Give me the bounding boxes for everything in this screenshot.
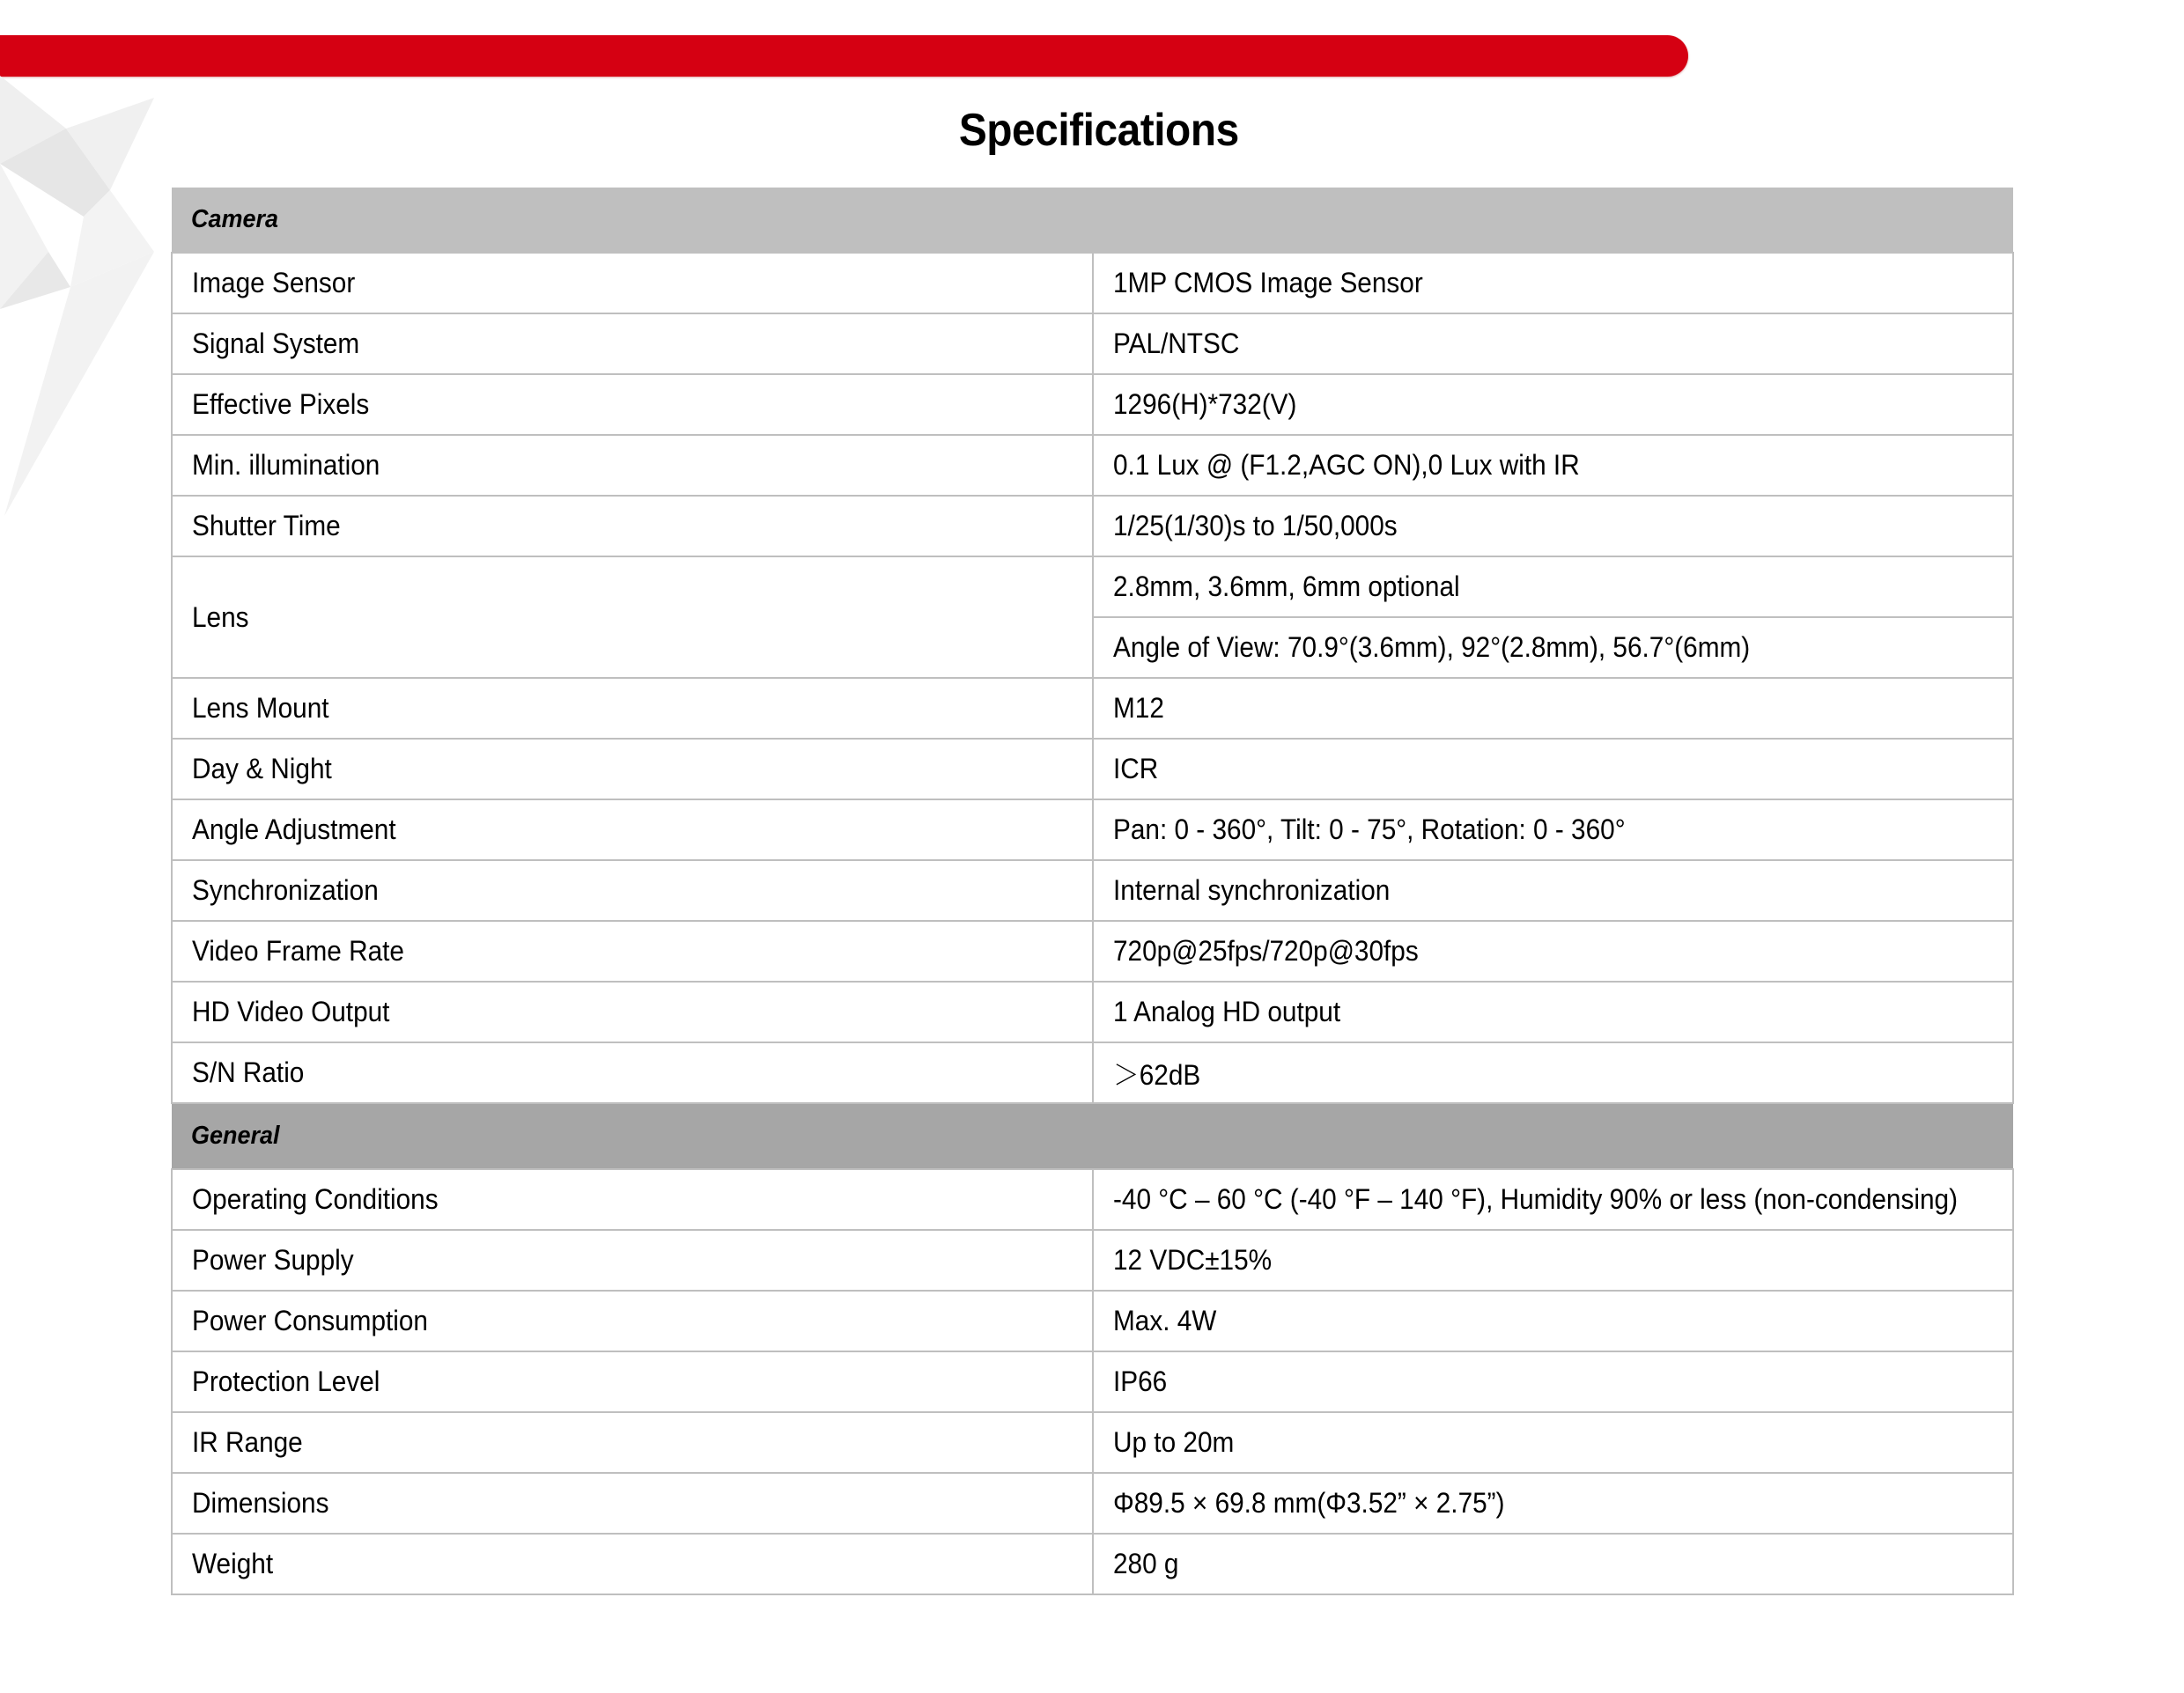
spec-value <box>1093 313 2014 374</box>
table-row <box>172 1351 2013 1412</box>
section-title-text: General <box>191 1122 280 1150</box>
table-row <box>172 860 2013 921</box>
spec-label <box>172 253 1093 313</box>
spec-value-text: 280 g <box>1112 1548 1178 1579</box>
spec-label-text: HD Video Output <box>192 996 390 1027</box>
spec-value-text: PAL/NTSC <box>1112 328 1239 359</box>
spec-value-text: 2.8mm, 3.6mm, 6mm optional <box>1112 570 1460 602</box>
table-row <box>172 921 2013 982</box>
spec-value-text: Pan: 0 - 360°, Tilt: 0 - 75°, Rotation: 0 - 360° <box>1112 813 1626 845</box>
spec-label <box>172 678 1093 739</box>
spec-label-text: Power Supply <box>192 1244 354 1276</box>
spec-value-text: Up to 20m <box>1112 1426 1234 1458</box>
table-row <box>172 799 2013 860</box>
spec-value-text: Internal synchronization <box>1112 874 1390 906</box>
spec-value <box>1093 799 2014 860</box>
spec-value-text: 12 VDC±15% <box>1112 1244 1272 1276</box>
spec-label <box>172 313 1093 374</box>
section-title <box>172 1103 2013 1169</box>
spec-label <box>172 982 1093 1042</box>
spec-label <box>172 1351 1093 1412</box>
spec-label-text: Lens <box>192 600 249 633</box>
spec-value-text: 1 Analog HD output <box>1112 996 1340 1027</box>
header-accent-bar <box>0 35 1688 77</box>
section-header-general <box>172 1103 2013 1169</box>
spec-value <box>1093 1230 2014 1291</box>
spec-value-text: ICR <box>1112 753 1158 784</box>
spec-value <box>1093 1534 2014 1594</box>
table-row <box>172 1291 2013 1351</box>
spec-value <box>1093 435 2014 496</box>
table-row <box>172 556 2013 617</box>
spec-label <box>172 556 1093 678</box>
spec-value-text: M12 <box>1112 692 1164 724</box>
spec-label-text: Shutter Time <box>192 510 341 541</box>
spec-value <box>1093 1169 2014 1230</box>
table-row <box>172 1412 2013 1473</box>
spec-value-text: 0.1 Lux @ (F1.2,AGC ON),0 Lux with IR <box>1112 449 1580 481</box>
spec-label <box>172 1169 1093 1230</box>
spec-label-text: Day & Night <box>192 753 332 784</box>
spec-value <box>1093 374 2014 435</box>
table-row <box>172 1042 2013 1103</box>
spec-label <box>172 435 1093 496</box>
spec-value <box>1093 921 2014 982</box>
spec-label-text: Dimensions <box>192 1487 329 1519</box>
table-row <box>172 374 2013 435</box>
spec-value-text: 720p@25fps/720p@30fps <box>1112 935 1419 967</box>
table-row <box>172 435 2013 496</box>
spec-label-text: S/N Ratio <box>192 1056 305 1088</box>
table-row <box>172 982 2013 1042</box>
spec-value-text: ＞62dB <box>1112 1058 1200 1091</box>
section-title <box>172 188 2013 253</box>
table-row <box>172 678 2013 739</box>
spec-label-text: Angle Adjustment <box>192 813 396 845</box>
spec-label <box>172 799 1093 860</box>
spec-label-text: Image Sensor <box>192 267 356 298</box>
spec-label <box>172 1473 1093 1534</box>
spec-value <box>1093 860 2014 921</box>
spec-label-text: Weight <box>192 1548 274 1579</box>
spec-value <box>1093 1042 2014 1103</box>
table-row <box>172 496 2013 556</box>
spec-value <box>1093 496 2014 556</box>
spec-label-text: Signal System <box>192 328 360 359</box>
spec-label <box>172 1534 1093 1594</box>
specifications-table <box>171 188 2014 1595</box>
table-row <box>172 1230 2013 1291</box>
spec-value <box>1093 1291 2014 1351</box>
spec-value <box>1093 678 2014 739</box>
spec-label-text: Protection Level <box>192 1365 380 1397</box>
spec-label <box>172 860 1093 921</box>
spec-label <box>172 1291 1093 1351</box>
spec-value-text: 1/25(1/30)s to 1/50,000s <box>1112 510 1398 541</box>
table-row <box>172 1473 2013 1534</box>
spec-label <box>172 921 1093 982</box>
spec-label <box>172 739 1093 799</box>
table-row <box>172 313 2013 374</box>
spec-label <box>172 1042 1093 1103</box>
spec-value <box>1093 556 2014 617</box>
spec-label-text: Operating Conditions <box>192 1183 439 1215</box>
spec-label-text: Power Consumption <box>192 1305 428 1336</box>
section-title-text: Camera <box>191 205 278 233</box>
spec-label-text: Effective Pixels <box>192 388 370 420</box>
spec-value <box>1093 982 2014 1042</box>
table-row <box>172 1534 2013 1594</box>
spec-label-text: Lens Mount <box>192 692 329 724</box>
spec-value <box>1093 253 2014 313</box>
spec-value-text: Φ89.5 × 69.8 mm(Φ3.52” × 2.75”) <box>1112 1487 1504 1519</box>
spec-label-text: Min. illumination <box>192 449 380 481</box>
spec-value <box>1093 739 2014 799</box>
spec-label-text: Synchronization <box>192 874 379 906</box>
spec-label-text: Video Frame Rate <box>192 935 404 967</box>
spec-label <box>172 1230 1093 1291</box>
spec-value-text: Max. 4W <box>1112 1305 1216 1336</box>
table-row <box>172 1169 2013 1230</box>
spec-label <box>172 374 1093 435</box>
spec-value <box>1093 617 2014 678</box>
spec-value <box>1093 1412 2014 1473</box>
spec-value <box>1093 1473 2014 1534</box>
spec-value-text: -40 °C – 60 °C (-40 °F – 140 °F), Humidity 90% or less (non-condensing) <box>1112 1183 1958 1215</box>
page-title: Specifications <box>958 105 1239 156</box>
spec-label <box>172 1412 1093 1473</box>
spec-value-text: IP66 <box>1112 1365 1167 1397</box>
spec-value-text: Angle of View: 70.9°(3.6mm), 92°(2.8mm), 56.7°(6mm) <box>1112 631 1750 663</box>
table-row <box>172 739 2013 799</box>
spec-value-text: 1296(H)*732(V) <box>1112 388 1296 420</box>
section-header-camera <box>172 188 2013 253</box>
spec-value-text: 1MP CMOS Image Sensor <box>1112 267 1423 298</box>
table-row <box>172 253 2013 313</box>
spec-label-text: IR Range <box>192 1426 303 1458</box>
spec-label <box>172 496 1093 556</box>
spec-value <box>1093 1351 2014 1412</box>
